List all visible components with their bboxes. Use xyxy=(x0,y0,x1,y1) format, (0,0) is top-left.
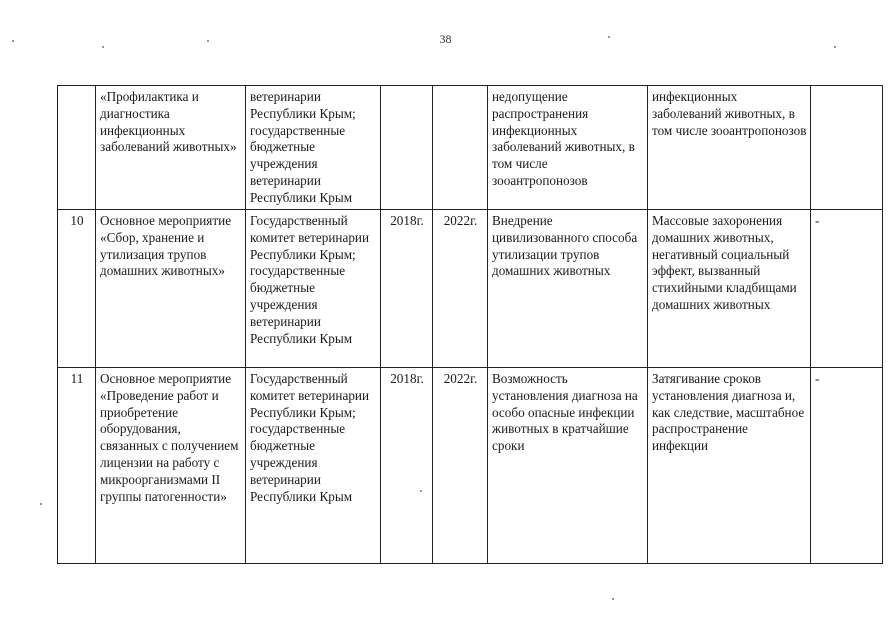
row-number xyxy=(58,86,96,210)
scan-speck xyxy=(612,598,614,600)
end-year: 2022г. xyxy=(433,210,488,368)
related-indicators: - xyxy=(811,210,883,368)
scan-speck xyxy=(420,490,422,492)
measures-table xyxy=(57,85,883,564)
measure-name: «Профилактика и диагностика инфекционных заболеваний животных» xyxy=(96,86,246,210)
scan-speck xyxy=(12,40,14,42)
non-implementation-consequences: инфекционных заболеваний животных, в том числе зооантропонозов xyxy=(648,86,811,210)
table-row xyxy=(58,210,883,368)
scan-speck xyxy=(608,36,610,38)
executor: Государственный комитет ветеринарии Республики Крым; государственные бюджетные учреждения ветеринарии Республики Крым xyxy=(246,368,381,564)
scan-speck xyxy=(40,503,42,505)
row-number: 10 xyxy=(58,210,96,368)
expected-result: недопущение распространения инфекционных заболеваний животных, в том числе зооантропонозов xyxy=(488,86,648,210)
scan-speck xyxy=(207,40,209,42)
non-implementation-consequences: Затягивание сроков установления диагноза и, как следствие, масштабное распространение инфекции xyxy=(648,368,811,564)
end-year xyxy=(433,86,488,210)
scan-speck xyxy=(834,46,836,48)
related-indicators xyxy=(811,86,883,210)
non-implementation-consequences: Массовые захоронения домашних животных, негативный социальный эффект, вызванный стихийными кладбищами домашних животных xyxy=(648,210,811,368)
scan-speck xyxy=(102,46,104,48)
expected-result: Внедрение цивилизованного способа утилизации трупов домашних животных xyxy=(488,210,648,368)
table-row xyxy=(58,368,883,564)
measure-name: Основное мероприятие «Проведение работ и приобретение оборудования, связанных с получением лицензии на работу с микроорганизмами II группы патогенности» xyxy=(96,368,246,564)
related-indicators: - xyxy=(811,368,883,564)
start-year xyxy=(381,86,433,210)
executor: Государственный комитет ветеринарии Республики Крым; государственные бюджетные учреждения ветеринарии Республики Крым xyxy=(246,210,381,368)
end-year: 2022г. xyxy=(433,368,488,564)
expected-result: Возможность установления диагноза на особо опасные инфекции животных в кратчайшие сроки xyxy=(488,368,648,564)
start-year: 2018г. xyxy=(381,210,433,368)
page-number: 38 xyxy=(439,32,452,46)
executor: ветеринарии Республики Крым; государственные бюджетные учреждения ветеринарии Республики Крым xyxy=(246,86,381,210)
start-year: 2018г. xyxy=(381,368,433,564)
row-number: 11 xyxy=(58,368,96,564)
table-row xyxy=(58,86,883,210)
measure-name: Основное мероприятие «Сбор, хранение и утилизация трупов домашних животных» xyxy=(96,210,246,368)
